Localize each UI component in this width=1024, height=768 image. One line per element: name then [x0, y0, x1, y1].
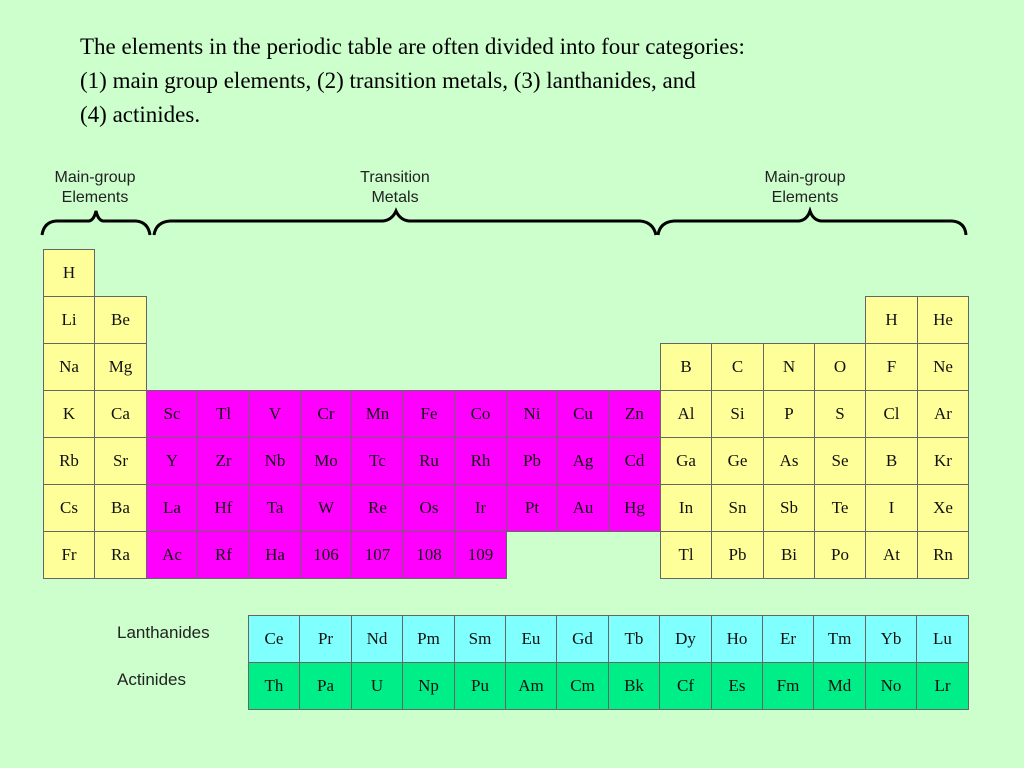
element-cell-109: 109 [454, 531, 507, 579]
lanthanide-cell-pm: Pm [402, 615, 455, 663]
element-cell-tl: Tl [197, 390, 250, 438]
actinide-cell-es: Es [711, 662, 763, 710]
element-cell-os: Os [403, 484, 455, 532]
actinide-cell-lr: Lr [916, 662, 969, 710]
element-cell-zn: Zn [608, 390, 661, 438]
element-cell-k: K [43, 390, 95, 438]
element-cell-te: Te [814, 484, 866, 532]
element-cell-w: W [300, 484, 352, 532]
element-cell-ir: Ir [454, 484, 507, 532]
actinide-cell-md: Md [813, 662, 866, 710]
lanthanide-cell-lu: Lu [916, 615, 969, 663]
element-cell-cr: Cr [300, 390, 352, 438]
right-main-group-header-line-2: Elements [771, 189, 839, 206]
element-cell-co: Co [454, 390, 507, 438]
lanthanide-cell-er: Er [762, 615, 814, 663]
element-cell-al: Al [660, 390, 712, 438]
element-cell-se: Se [814, 437, 866, 485]
element-cell-he: He [917, 296, 969, 344]
element-cell-v: V [249, 390, 301, 438]
element-cell-na: Na [43, 343, 95, 391]
element-cell-hg: Hg [608, 484, 661, 532]
element-cell-ha: Ha [249, 531, 301, 579]
element-cell-cu: Cu [557, 390, 609, 438]
element-cell-ga: Ga [660, 437, 712, 485]
element-cell-nb: Nb [249, 437, 301, 485]
actinide-cell-pu: Pu [454, 662, 506, 710]
element-cell-cl: Cl [865, 390, 918, 438]
element-cell-xe: Xe [917, 484, 969, 532]
element-cell-cd: Cd [608, 437, 661, 485]
element-cell-o: O [814, 343, 866, 391]
element-cell-ac: Ac [146, 531, 198, 579]
element-cell-ru: Ru [403, 437, 455, 485]
element-cell-ni: Ni [506, 390, 558, 438]
element-cell-b: B [660, 343, 712, 391]
element-cell-ba: Ba [94, 484, 147, 532]
intro-line-3: (4) actinides. [80, 102, 201, 127]
lanthanide-cell-tb: Tb [608, 615, 660, 663]
element-cell-s: S [814, 390, 866, 438]
lanthanide-cell-nd: Nd [351, 615, 403, 663]
element-cell-b: B [865, 437, 918, 485]
left-main-group-header-line-1: Main-group [54, 169, 136, 186]
element-cell-si: Si [711, 390, 764, 438]
element-cell-at: At [865, 531, 918, 579]
element-cell-kr: Kr [917, 437, 969, 485]
actinide-cell-no: No [865, 662, 917, 710]
element-cell-zr: Zr [197, 437, 250, 485]
lanthanide-cell-yb: Yb [865, 615, 917, 663]
element-cell-rh: Rh [454, 437, 507, 485]
actinide-cell-cm: Cm [556, 662, 609, 710]
element-cell-sb: Sb [763, 484, 815, 532]
actinide-cell-th: Th [248, 662, 300, 710]
lanthanide-cell-gd: Gd [556, 615, 609, 663]
element-cell-mo: Mo [300, 437, 352, 485]
element-cell-in: In [660, 484, 712, 532]
element-cell-po: Po [814, 531, 866, 579]
intro-line-1: The elements in the periodic table are often divided into four categories: [80, 34, 745, 59]
element-cell-rn: Rn [917, 531, 969, 579]
element-cell-f: F [865, 343, 918, 391]
actinide-cell-u: U [351, 662, 403, 710]
lanthanide-cell-eu: Eu [505, 615, 557, 663]
lanthanides-label: Lanthanides [117, 623, 210, 642]
element-cell-fe: Fe [403, 390, 455, 438]
element-cell-107: 107 [351, 531, 404, 579]
element-cell-y: Y [146, 437, 198, 485]
element-cell-108: 108 [403, 531, 455, 579]
element-cell-rb: Rb [43, 437, 95, 485]
element-cell-tl: Tl [660, 531, 712, 579]
element-cell-cs: Cs [43, 484, 95, 532]
element-cell-h: H [865, 296, 918, 344]
lanthanide-cell-ho: Ho [711, 615, 763, 663]
element-cell-mg: Mg [94, 343, 147, 391]
element-cell-tc: Tc [351, 437, 404, 485]
element-cell-pb: Pb [506, 437, 558, 485]
actinide-cell-np: Np [402, 662, 455, 710]
element-cell-sr: Sr [94, 437, 147, 485]
left-main-group-header-line-2: Elements [61, 189, 129, 206]
right-main-group-header-line-1: Main-group [764, 169, 846, 186]
element-cell-mn: Mn [351, 390, 404, 438]
intro-line-2: (1) main group elements, (2) transition metals, (3) lanthanides, and [80, 68, 696, 93]
transition-metals-header-line-1: Transition [360, 169, 430, 186]
element-cell-h: H [43, 249, 95, 297]
element-cell-i: I [865, 484, 918, 532]
element-cell-au: Au [557, 484, 609, 532]
element-cell-n: N [763, 343, 815, 391]
actinide-cell-cf: Cf [659, 662, 712, 710]
element-cell-sn: Sn [711, 484, 764, 532]
actinide-cell-am: Am [505, 662, 557, 710]
transition-metals-header-line-2: Metals [371, 189, 419, 206]
actinides-label: Actinides [117, 670, 186, 689]
actinide-cell-fm: Fm [762, 662, 814, 710]
element-cell-c: C [711, 343, 764, 391]
element-cell-bi: Bi [763, 531, 815, 579]
element-cell-rf: Rf [197, 531, 250, 579]
element-cell-ge: Ge [711, 437, 764, 485]
element-cell-ta: Ta [249, 484, 301, 532]
element-cell-la: La [146, 484, 198, 532]
element-cell-ra: Ra [94, 531, 147, 579]
actinide-cell-pa: Pa [299, 662, 352, 710]
element-cell-sc: Sc [146, 390, 198, 438]
lanthanide-cell-sm: Sm [454, 615, 506, 663]
element-cell-re: Re [351, 484, 404, 532]
element-cell-as: As [763, 437, 815, 485]
element-cell-ca: Ca [94, 390, 147, 438]
element-cell-ag: Ag [557, 437, 609, 485]
element-cell-106: 106 [300, 531, 352, 579]
lanthanide-cell-tm: Tm [813, 615, 866, 663]
element-cell-ne: Ne [917, 343, 969, 391]
element-cell-pt: Pt [506, 484, 558, 532]
actinide-cell-bk: Bk [608, 662, 660, 710]
lanthanide-cell-ce: Ce [248, 615, 300, 663]
element-cell-li: Li [43, 296, 95, 344]
lanthanide-cell-dy: Dy [659, 615, 712, 663]
element-cell-p: P [763, 390, 815, 438]
element-cell-pb: Pb [711, 531, 764, 579]
lanthanide-cell-pr: Pr [299, 615, 352, 663]
element-cell-hf: Hf [197, 484, 250, 532]
element-cell-ar: Ar [917, 390, 969, 438]
element-cell-be: Be [94, 296, 147, 344]
element-cell-fr: Fr [43, 531, 95, 579]
